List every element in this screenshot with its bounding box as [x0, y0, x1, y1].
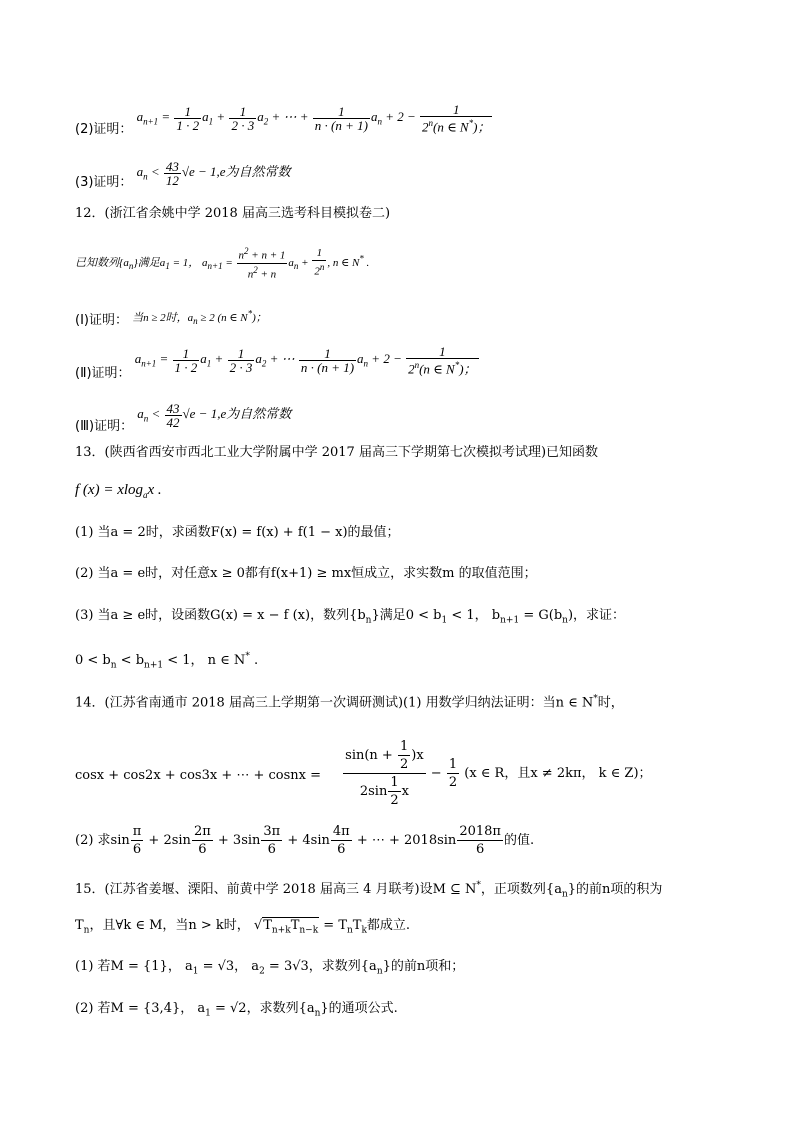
p12-label-3: (Ⅲ)证明： — [75, 419, 134, 435]
p15-line2: $T_n$，且∀k ∈ M，当n > k时， $√T_{n+k}T_{n-k} = T_nT_k$都成立. — [75, 918, 411, 936]
p12-given: 已知数列$\{a_n\}$满足$a_1 = 1$， $a_{n+1}$ = $\frac{n^2 + n + 1}{n^2 + n}$ $a_n$ + $\frac{1}{2^n}$ , n ∈ N* . — [75, 246, 370, 281]
p15-heading: 15．(江苏省姜堰、溧阳、前黄中学 2018 届高三 4 月联考)设M ⊆ N*，正项数列$\{a_n\}$的前n项的积为 — [75, 881, 663, 900]
p11-label-3: (3)证明： — [75, 175, 133, 191]
p12-part1: (Ⅰ)证明： 当n ≥ 2时，$a_n \ge 2$ (n ∈ N*)； — [75, 308, 267, 328]
p13-q3: (3) 当a ≥ e时，设函数G(x) = x − f (x)，数列$\{b_n\}$满足$0 < b_1 < 1$， $b_{n+1} = G(b_n)$，求证： — [75, 608, 626, 626]
p13-heading: 13．(陕西省西安市西北工业大学附属中学 2017 届高三下学期第七次模拟考试理)已知函数 — [75, 445, 599, 460]
p13-q2: (2) 当a = e时，对任意x ≥ 0都有f(x+1) ≥ mx恒成立，求实数m 的取值范围； — [75, 566, 537, 581]
p14-q2: (2) 求sin $\frac{\pi}{6}$ + 2sin $\frac{2\pi}{6}$ + 3sin $\frac{3\pi}{6}$ + 4sin $\frac{4\pi}{6}$ + ⋯ + 2018sin $\frac{2018\pi}{6}$ 的值. — [75, 824, 535, 857]
p11-line2 — [75, 102, 493, 138]
p11-label-2: (2)证明： — [75, 122, 133, 138]
p15-q2: (2) 若M = {3,4}， $a_1 = √2$，求数列$\{a_n\}$的通项公式. — [75, 1001, 398, 1019]
p13-q1: (1) 当a = 2时，求函数F(x) = f(x) + f(1 − x)的最值； — [75, 525, 400, 540]
p14-heading: 14．(江苏省南通市 2018 届高三上学期第一次调研测试)(1) 用数学归纳法证明：当n ∈ N*时， — [75, 694, 624, 711]
p13-q3-cont: $0 < b_n < b_{n+1} < 1$， n ∈ N* . — [75, 652, 259, 671]
p12-part2: (Ⅱ)证明： $a_{n+1}$ = $\frac{1}{1 \cdot 2}$ $a_1$ + $\frac{1}{2 \cdot 3}$ $a_2$ + ⋯ $\frac{1}{n \cdot (n + 1)}$ $a_n + 2$ − $\frac{1}{2^n(n \in N^*);}$ — [75, 344, 477, 382]
p12-label-1: (Ⅰ)证明： — [75, 312, 128, 328]
p14-identity: cosx + cos2x + cos3x + ⋯ + cosnx = sin(n + $\frac{1}{2}$ )x 2sin $\frac{1}{2}$ x − $\frac{1}{2}$ (x ∈ R，且x ≠ 2kπ， k ∈ Z)； — [75, 739, 652, 808]
p15-q1: (1) 若M = {1}， $a_1 = √3$， $a_2 = 3√3$，求数列$\{a_n\}$的前n项和； — [75, 959, 465, 977]
p12-heading: 12．(浙江省余姚中学 2018 届高三选考科目模拟卷二) — [75, 206, 391, 221]
p12-part3: (Ⅲ)证明： $a_n$ < $\frac{43}{42}$ √e − 1,e为自然常数 — [75, 401, 292, 435]
p11-line3 — [75, 159, 291, 191]
p13-func: f (x) = xlog$_a$x . — [75, 482, 162, 500]
p11-formula-3: $a_n$ < $\frac{43}{12}$ √e − 1,e为自然常数 — [136, 159, 291, 188]
p12-label-2: (Ⅱ)证明： — [75, 366, 131, 382]
p11-formula-2: $a_{n+1}$ = $\frac{1}{1 \cdot 2}$ $a_1$ + $\frac{1}{2 \cdot 3}$ $a_2$ + ⋯ + $\frac{1}{n \cdot (n + 1)}$ $a_n + 2$ − $\frac{1}{2^n(n \in N^*);}$ — [136, 102, 491, 135]
